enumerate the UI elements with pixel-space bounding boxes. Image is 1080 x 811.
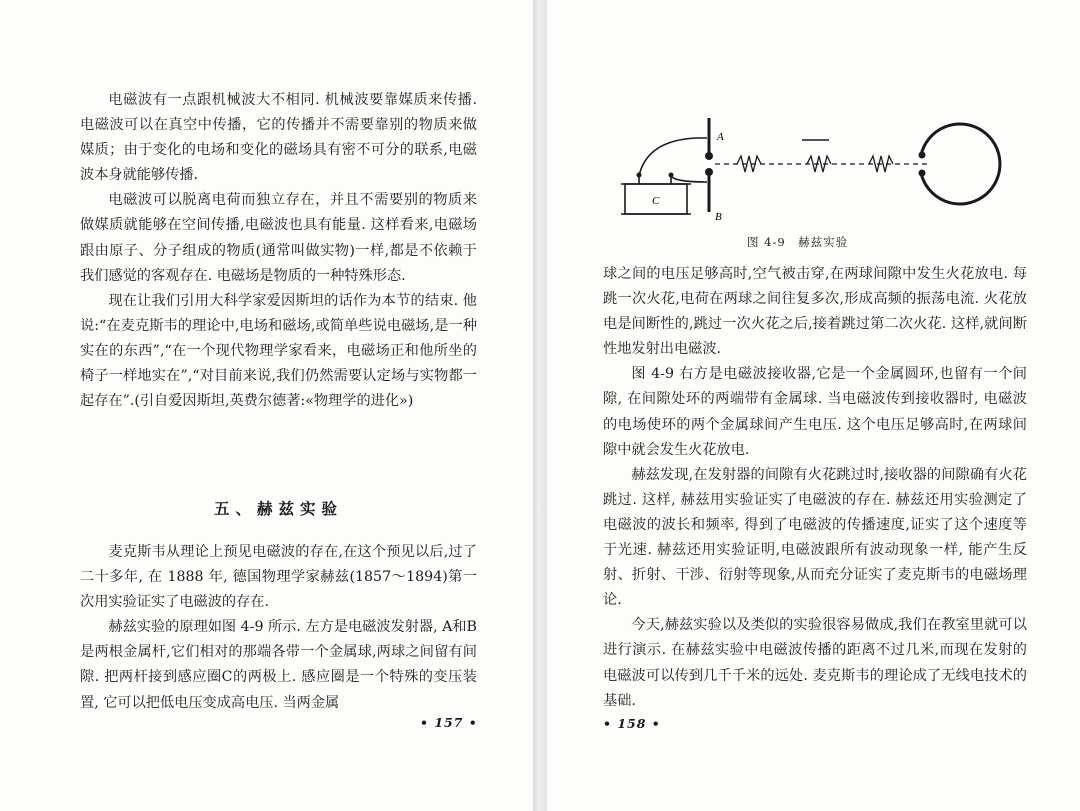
right-body bbox=[603, 262, 1027, 714]
paragraph: 图 4-9 右方是电磁波接收器,它是一个金属圆环,也留有一个间隙, 在间隙处环的两端带有金属球. 当电磁波传到接收器时, 电磁波的电场使环的两个金属球间产生电压. 这个电压足够高时,在两球间隙中就会发生火花放电. bbox=[603, 366, 1027, 458]
paragraph: 赫兹实验的原理如图 4-9 所示. 左方是电磁波发射器, A和B是两根金属杆,它们相对的那端各带一个金属球,两球之间留有间隙. 把两杆接到感应圈C的两极上. 感应圈是一个特殊的变压装置, 它可以把低电压变成高电压. 当两金属 bbox=[80, 619, 477, 711]
left-body-lower bbox=[80, 540, 477, 716]
paragraph: 今天,赫兹实验以及类似的实验很容易做成,我们在教室里就可以进行演示. 在赫兹实验中电磁波传播的距离不过几米,而现在发射的电磁波可以传到几千千米的远处. 麦克斯韦的理论成了无线电技术的基础. bbox=[603, 617, 1027, 709]
book-gutter bbox=[533, 0, 547, 811]
paragraph: 电磁波可以脱离电荷而独立存在，并且不需要别的物质来做媒质就能够在空间传播,电磁波也具有能量. 这样看来,电磁场跟由原子、分子组成的物质(通常叫做实物)一样,都是不依赖于我们感觉的客观存在. 电磁场是物质的一种特殊形态. bbox=[80, 192, 477, 284]
label-a: A bbox=[717, 131, 724, 143]
receiver-ring bbox=[921, 124, 1000, 204]
left-page bbox=[0, 0, 533, 811]
label-b: B bbox=[715, 211, 722, 223]
left-body-upper bbox=[80, 88, 477, 414]
paragraph: 现在让我们引用大科学家爱因斯坦的话作为本节的结束. 他说:“在麦克斯韦的理论中,电场和磁场,或简单些说电磁场,是一种实在的东西”,“在一个现代物理学家看来，电磁场正和他所坐的椅子一样地实在”,“对目前来说,我们仍然需要认定场与实物都一起存在”.(引自爱因斯坦,英费尔德著:«物理学的进化») bbox=[80, 292, 477, 410]
paragraph: 赫兹发现,在发射器的间隙有火花跳过时,接收器的间隙确有火花跳过. 这样, 赫兹用实验证实了电磁波的存在. 赫兹还用实验测定了电磁波的波长和频率, 得到了电磁波的传播速度,证实了这个速度等于光速. 赫兹还用实验证明,电磁波跟所有波动现象一样, 能产生反射、折射、干涉、衍射等现象,从而充分证实了麦克斯韦的电磁场理论. bbox=[603, 466, 1027, 609]
paragraph: 麦克斯韦从理论上预见电磁波的存在,在这个预见以后,过了二十多年, 在 1888 年, 德国物理学家赫兹(1857～1894)第一次用实验证实了电磁波的存在. bbox=[80, 544, 477, 611]
page-number: • 157 • bbox=[420, 715, 478, 730]
paragraph: 电磁波有一点跟机械波大不相同. 机械波要靠媒质来传播. 电磁波可以在真空中传播，它的传播并不需要靠别的物质来做媒质；由于变化的电场和变化的磁场具有密不可分的联系,电磁波本身就能够传播. bbox=[80, 92, 477, 184]
wave-1 bbox=[737, 156, 761, 172]
page-number: • 158 • bbox=[603, 716, 661, 731]
label-c: C bbox=[652, 195, 660, 207]
right-page bbox=[547, 0, 1080, 811]
figure-caption: 图 4-9 赫兹实验 bbox=[747, 235, 849, 249]
section-heading: 五、赫兹实验 bbox=[213, 500, 343, 518]
paragraph: 球之间的电压足够高时,空气被击穿,在两球间隙中发生火花放电. 每跳一次火花,电荷在两球之间往复多次,形成高频的振荡电流. 火花放电是间断性的,跳过一次火花之后,接着跳过第二次火花. 这样,就间断性地发射出电磁波. bbox=[603, 266, 1027, 358]
hertz-experiment-figure bbox=[607, 100, 1007, 230]
